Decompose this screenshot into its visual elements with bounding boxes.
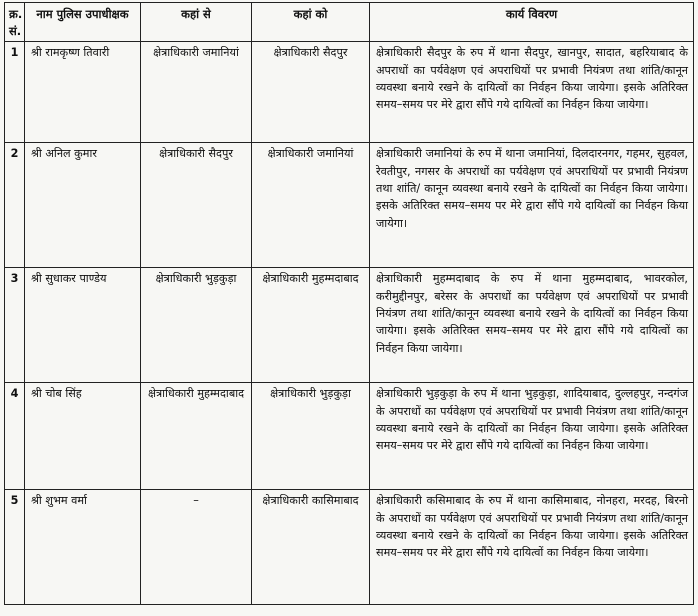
row-to: क्षेत्राधिकारी सैदपुर: [252, 42, 370, 143]
row-details: क्षेत्राधिकारी भुड़कुड़ा के रुप में थाना भुड़कुड़ा, शादियाबाद, दुल्लहपुर, नन्दगंज के अपराधों का पर्यवेक्षण एवं अपराधियों पर प्रभावी नियंत्रण तथा शांति/कानून व्यवस्था बनाये रखने के दायित्वों का निर्वहन किया जायेगा। इसके अतिरिक्त समय–समय पर मेरे द्वारा सौंपे गये दायित्वों का निर्वहन किया जायेगा।: [370, 383, 694, 490]
row-to: क्षेत्राधिकारी जमानियां: [252, 143, 370, 268]
header-name: नाम पुलिस उपाधीक्षक: [25, 3, 141, 42]
row-serial: 2: [5, 143, 25, 268]
row-officer-name: श्री चोब सिंह: [25, 383, 141, 490]
row-from: क्षेत्राधिकारी मुहम्मदाबाद: [141, 383, 252, 490]
row-details: क्षेत्राधिकारी कसिमाबाद के रुप में थाना कासिमाबाद, नोनहरा, मरदह, बिरनो के अपराधों का पर्यवेक्षण एवं अपराधियों पर प्रभावी नियंत्रण तथा शांति/कानून व्यवस्था बनाये रखने के दायित्वों का निर्वहन किया जायेगा। इसके अतिरिक्त समय–समय पर मेरे द्वारा सौंपे गये दायित्वों का निर्वहन किया जायेगा।: [370, 490, 694, 605]
table-row: [5, 143, 694, 268]
row-from: –: [141, 490, 252, 605]
row-from: क्षेत्राधिकारी सैदपुर: [141, 143, 252, 268]
row-officer-name: श्री शुभम वर्मा: [25, 490, 141, 605]
row-details: क्षेत्राधिकारी सैदपुर के रुप में थाना सैदपुर, खानपुर, सादात, बहरियाबाद के अपराधों का पर्यवेक्षण एवं अपराधियों पर प्रभावी नियंत्रण तथा शांति/कानून व्यवस्था बनाये रखने के दायित्वों का निर्वहन किया जायेगा। इसके अतिरिक्त समय–समय पर मेरे द्वारा सौंपे गये दायित्वों का निर्वहन किया जायेगा।: [370, 42, 694, 143]
table-row: [5, 268, 694, 383]
table-row: [5, 490, 694, 605]
row-to: क्षेत्राधिकारी भुड़कुड़ा: [252, 383, 370, 490]
row-officer-name: श्री रामकृष्ण तिवारी: [25, 42, 141, 143]
row-from: क्षेत्राधिकारी भुड़कुड़ा: [141, 268, 252, 383]
row-serial: 5: [5, 490, 25, 605]
row-officer-name: श्री अनिल कुमार: [25, 143, 141, 268]
row-details: क्षेत्राधिकारी जमानियां के रुप में थाना जमानियां, दिलदारनगर, गहमर, सुहवल, रेवतीपुर, नगसर के अपराधों का पर्यवेक्षण एवं अपराधियों पर प्रभावी नियंत्रण तथा शांति/ कानून व्यवस्था बनाये रखने के दायित्वों का निर्वहन किया जायेगा। इसके अतिरिक्त समय–समय पर मेरे द्वारा सौंपे गये दायित्वों का निर्वहन किया जायेगा।: [370, 143, 694, 268]
table-header-row: [5, 3, 694, 42]
row-from: क्षेत्राधिकारी जमानियां: [141, 42, 252, 143]
row-details: क्षेत्राधिकारी मुहम्मदाबाद के रुप में थाना मुहम्मदाबाद, भावरकोल, करीमुद्दीनपुर, बरेसर के अपराधों का पर्यवेक्षण एवं अपराधियों पर प्रभावी नियंत्रण तथा शांति/कानून व्यवस्था बनाये रखने के दायित्वों का निर्वहन किया जायेगा। इसके अतिरिक्त समय–समय पर मेरे द्वारा सौंपे गये दायित्वों का निर्वहन किया जायेगा।: [370, 268, 694, 383]
row-to: क्षेत्राधिकारी मुहम्मदाबाद: [252, 268, 370, 383]
table-row: [5, 383, 694, 490]
header-to: कहां को: [252, 3, 370, 42]
header-details: कार्य विवरण: [370, 3, 694, 42]
row-to: क्षेत्राधिकारी कासिमाबाद: [252, 490, 370, 605]
transfer-table: [4, 2, 694, 605]
row-serial: 1: [5, 42, 25, 143]
header-from: कहां से: [141, 3, 252, 42]
table-row: [5, 42, 694, 143]
row-serial: 4: [5, 383, 25, 490]
header-serial: क्र. सं.: [5, 3, 25, 42]
row-officer-name: श्री सुधाकर पाण्डेय: [25, 268, 141, 383]
row-serial: 3: [5, 268, 25, 383]
